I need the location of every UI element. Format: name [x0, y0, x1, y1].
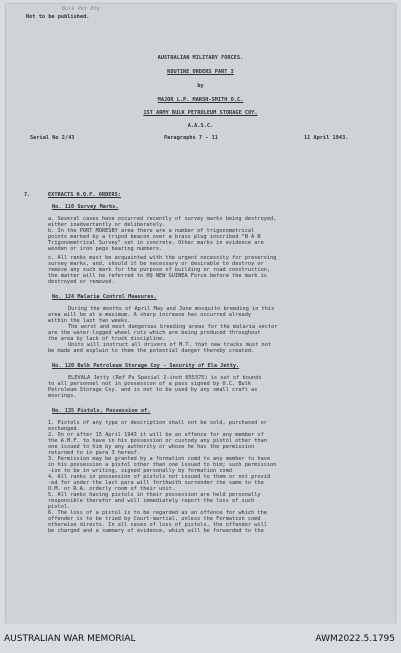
body-line: moorings. — [48, 393, 77, 399]
body-line: area will be at a maximum. A sharp increase has occurred already — [48, 312, 252, 318]
footer-credit: AUSTRALIAN WAR MEMORIAL — [4, 634, 136, 644]
body-line: responsible therefor and will immediately report the loss of such — [48, 498, 255, 504]
orders-title: ROUTINE ORDERS PART I — [167, 69, 234, 75]
subsection-heading: No. 110 Survey Marks. — [52, 204, 119, 210]
body-line: 1. Pistols of any type or description shall not be sold, purchased or — [48, 420, 267, 426]
subsection-heading: No. 120 Bulk Petroleum Storage Coy - Security of Ela Jetty. — [52, 363, 240, 369]
serial-number: Serial No 2/43 — [30, 135, 75, 141]
body-line: remove any such mark for the purpose of building or road construction, — [48, 267, 271, 273]
body-line: in his possession a pistol other than one issued to him; such permission — [48, 462, 277, 468]
body-line: Petroleum Storage Coy. and is not to be used by any small craft as — [48, 387, 258, 393]
officer-line: MAJOR L.P. MARSH-SMITH O.C. — [157, 97, 244, 103]
body-line: -ion to be in writing, signed personally by formation comd — [48, 468, 233, 474]
body-line: points marked by a tripod beacon over a brass plug inscribed "N A N — [48, 234, 261, 240]
body-line: are the water-logged wheel ruts which are being produced throughout — [48, 330, 261, 336]
body-line: -ed for under the last para will forthwith surrender the same to the — [48, 480, 264, 486]
org-heading: AUSTRALIAN MILITARY FORCES. — [157, 55, 244, 61]
body-line: be made and explain to them the potential danger thereby created. — [48, 348, 255, 354]
by-line: by — [197, 83, 204, 89]
body-line: ELEVALA Jetty (Ref Ps Special 1-inch 055375) is out of bounds — [68, 375, 262, 381]
body-line: within the last two weeks. — [48, 318, 131, 324]
not-published-note: Not to be published. — [26, 14, 90, 20]
footer-accession-id: AWM2022.5.1795 — [315, 634, 395, 644]
body-line: otherwise directs. In all cases of loss of pistols, the offender will — [48, 522, 267, 528]
corps-line: A.A.S.C. — [187, 123, 214, 129]
archive-footer — [0, 624, 401, 653]
document-sheet — [6, 4, 395, 624]
body-line: the A.M.F. to have in his possession or custody any pistol other than — [48, 438, 267, 444]
section-number: 7. — [24, 192, 31, 198]
order-date: 11 April 1943. — [304, 135, 349, 141]
body-line: 4. All ranks in possession of pistols not issued to them or not provid — [48, 474, 271, 480]
subsection-heading: No. 124 Malaria Control Measures. — [52, 294, 157, 300]
body-line: the area by lack of truck discipline. — [48, 336, 166, 342]
handwritten-annotation: Bulk Pet Bty — [62, 6, 101, 12]
body-line: 2. On or after 15 April 1943 it will be an offence for any member of — [48, 432, 264, 438]
body-line: The worst and most dangerous breeding areas for the malaria vector — [68, 324, 278, 330]
subsection-heading: No. 135 Pistols, Possession of. — [52, 408, 151, 414]
body-line: a. Several cases have occurred recently of survey marks being destroyed, — [48, 216, 277, 222]
body-line: 6. The loss of a pistol is to be regarded as an offence for which the — [48, 510, 267, 516]
body-line: 5. All ranks having pistols in their possession are held personally — [48, 492, 261, 498]
body-line: O.M. or R.A. orderly room of their unit. — [48, 486, 175, 492]
body-line: one issued to him by any authority or whose he has the permission — [48, 444, 255, 450]
paragraph-range: Paragraphs 7 - 11 — [164, 135, 218, 141]
body-line: either inadvertently or deliberately. — [48, 222, 166, 228]
body-line: During the months of April May and June mosquito breeding in this — [68, 306, 275, 312]
body-line: b. In the PORT MORESBY area there are a number of trigonometrical — [48, 228, 255, 234]
body-line: the matter will be referred to HQ NEW GUINEA Force before the mark is — [48, 273, 267, 279]
body-line: be charged and a summary of evidence, which will be forwarded to the — [48, 528, 264, 534]
body-line: Units will instruct all drivers of M.T. that new tracks must not — [68, 342, 272, 348]
body-line: wooden or iron pegs bearing numbers. — [48, 246, 163, 252]
section-title: EXTRACTS H.Q.F. ORDERS: — [48, 192, 121, 198]
unit-line: 1ST ARMY BULK PETROLEUM STORAGE COY. — [143, 110, 258, 116]
body-line: 3. Permission may be granted by a formation comd to any member to have — [48, 456, 271, 462]
body-line: pistol. — [48, 504, 71, 510]
body-line: exchanged. — [48, 426, 80, 432]
body-line: to all personnel not in possession of a pass signed by O.C. Bulk — [48, 381, 252, 387]
body-line: offender is to be tried by Court-martial, unless the Formation comd — [48, 516, 261, 522]
body-line: destroyed or removed. — [48, 279, 115, 285]
body-line: survey marks, and, should it be necessary or desirable to destroy or — [48, 261, 264, 267]
body-line: returned to in para 3 hereof. — [48, 450, 141, 456]
body-line: c. All ranks must be acquainted with the urgent necessity for preserving — [48, 255, 277, 261]
body-line: Trigonometrical Survey" set in concrete. Other marks in evidence are — [48, 240, 264, 246]
